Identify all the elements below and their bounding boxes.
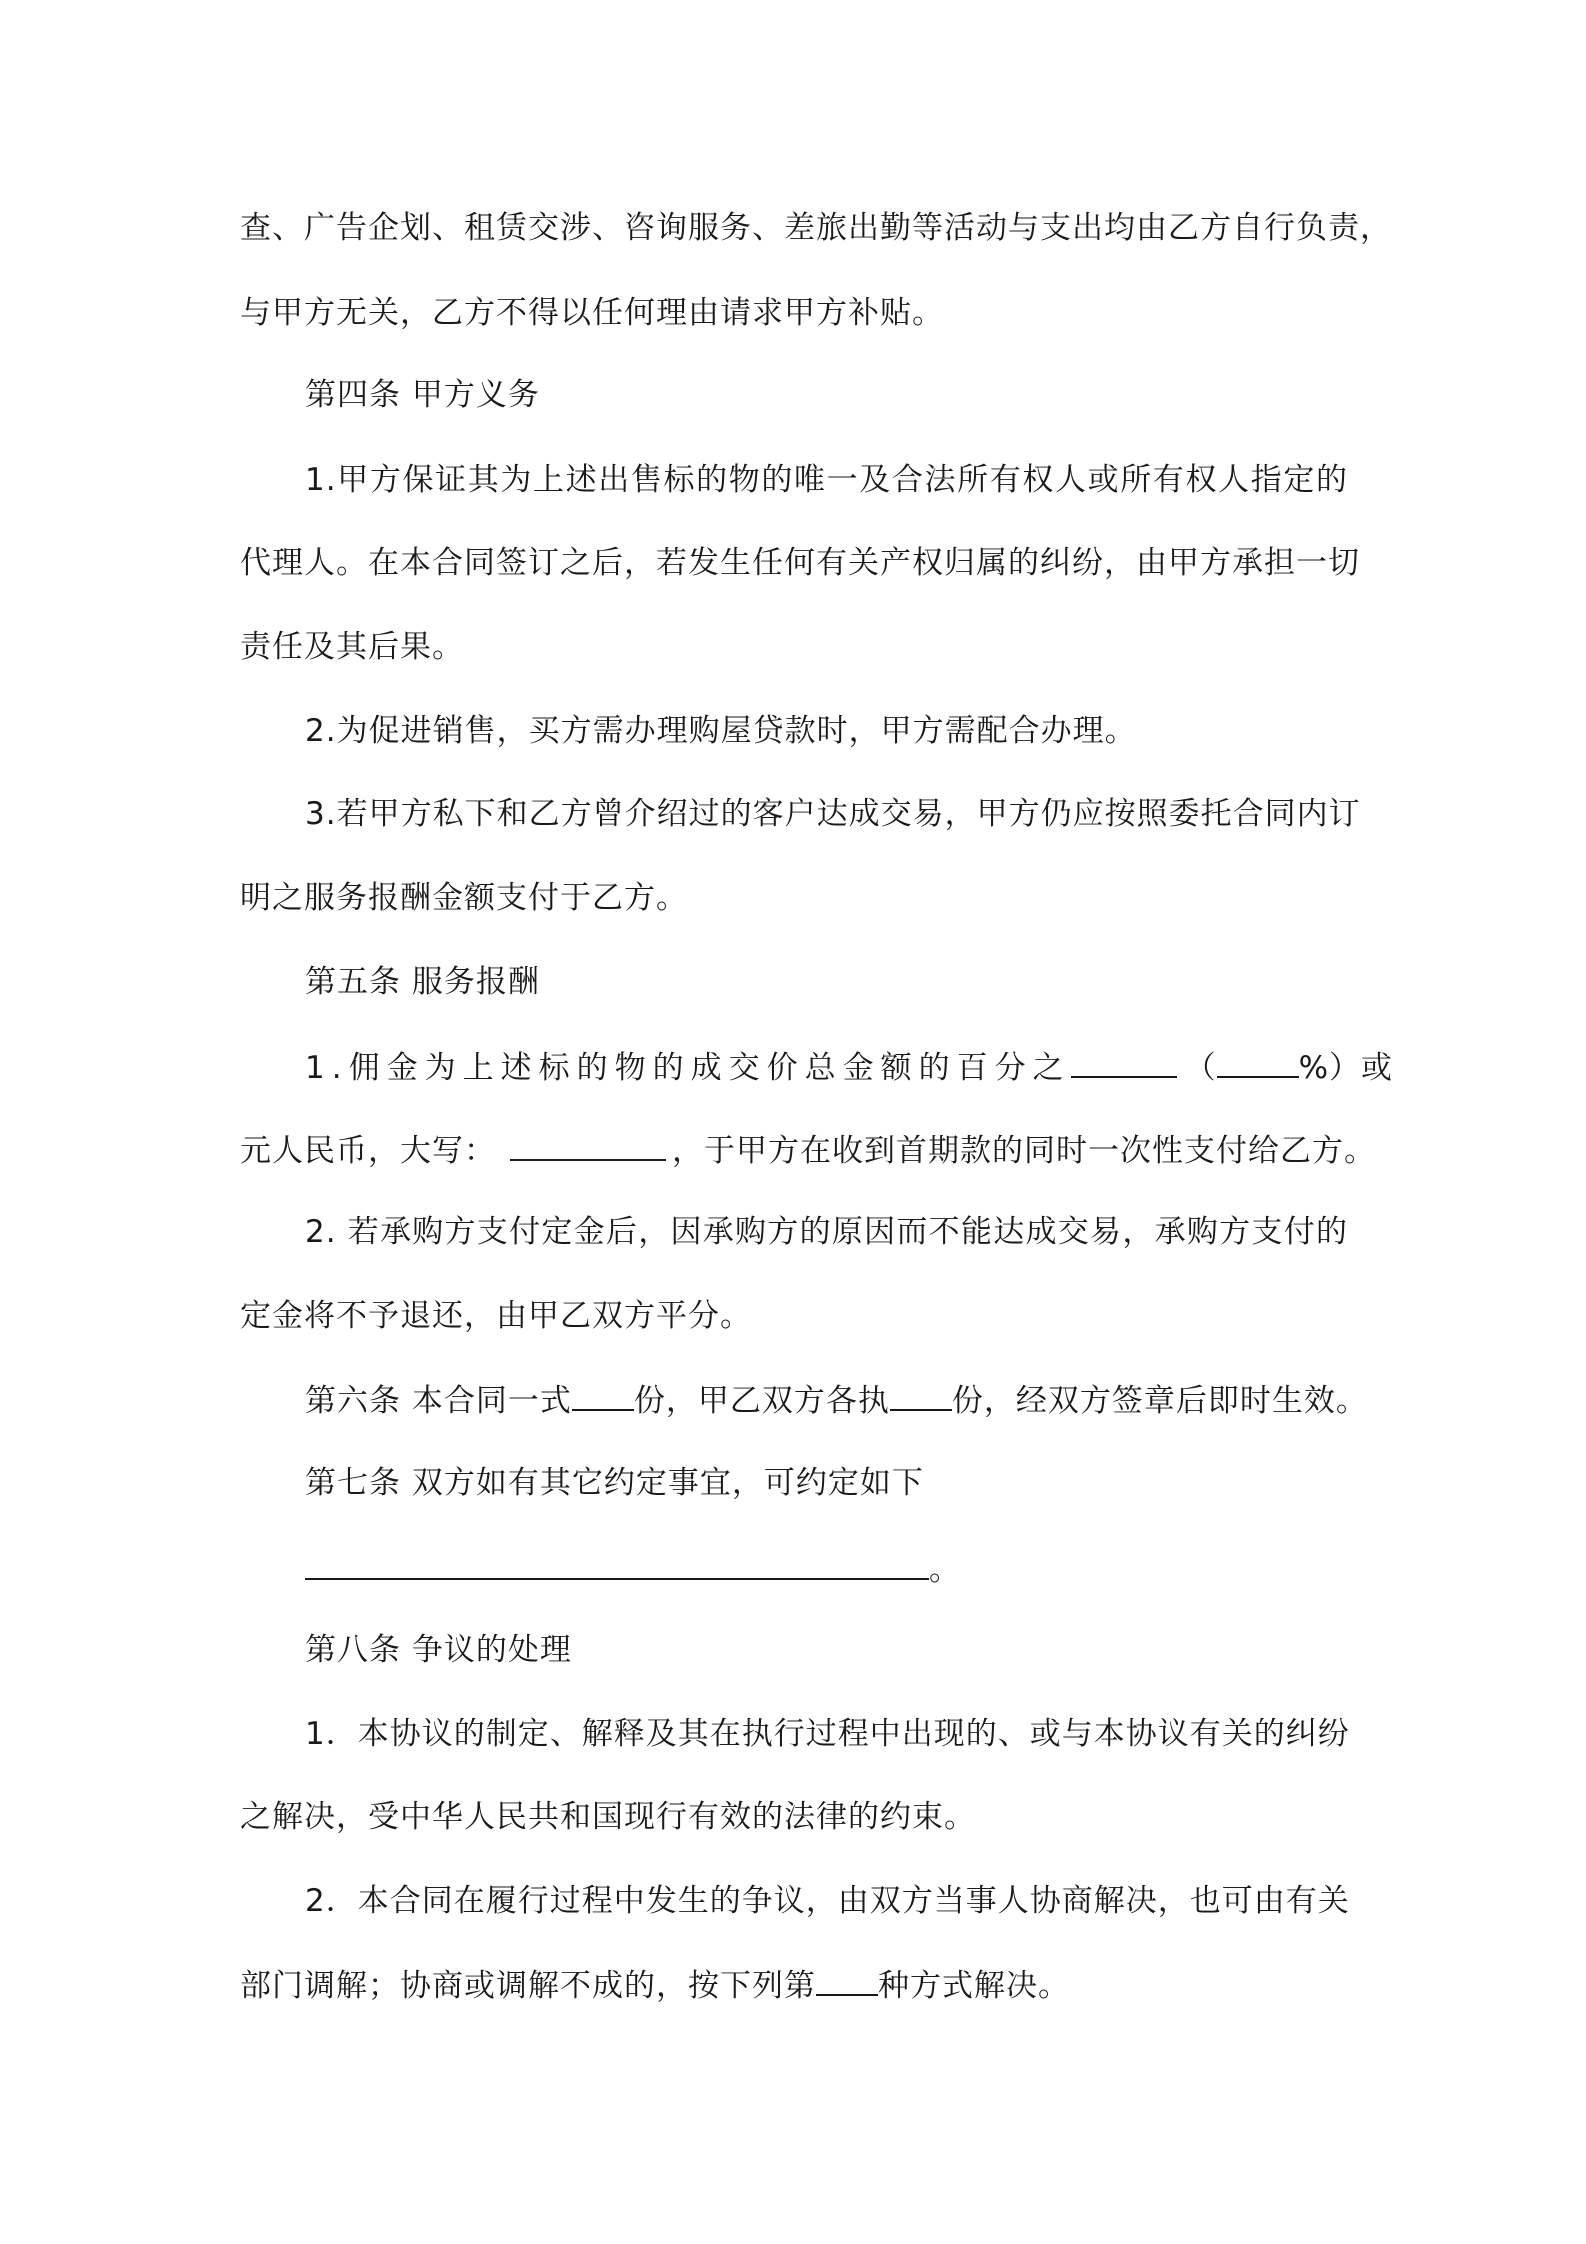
- paragraph-text: 种方式解决。: [878, 1968, 1070, 2004]
- paragraph-text: 第六条 本合同一式: [305, 1383, 572, 1419]
- paragraph-line: 1.甲方保证其为上述出售标的物的唯一及合法所有权人或所有权人指定的: [305, 462, 1348, 498]
- paragraph-line: 3.若甲方私下和乙方曾介绍过的客户达成交易，甲方仍应按照委托合同内订: [305, 796, 1361, 832]
- article-heading: 第五条 服务报酬: [305, 964, 540, 1000]
- paragraph-line: 2.为促进销售，买方需办理购屋贷款时，甲方需配合办理。: [305, 713, 1137, 749]
- paragraph-line: 与甲方无关，乙方不得以任何理由请求甲方补贴。: [240, 295, 944, 331]
- blank-field: [572, 1379, 634, 1411]
- paragraph-line: 代理人。在本合同签订之后，若发生任何有关产权归属的纠纷，由甲方承担一切: [240, 545, 1360, 581]
- paragraph-text: 。: [929, 1552, 961, 1588]
- paragraph-text: 份，经双方签章后即时生效。: [951, 1383, 1368, 1419]
- paragraph-text: 1.佣金为上述标的物的成交价总金额的百分之: [305, 1050, 1071, 1086]
- paragraph-line: 明之服务报酬金额支付于乙方。: [240, 880, 688, 916]
- paragraph-line: 之解决，受中华人民共和国现行有效的法律的约束。: [240, 1799, 976, 1835]
- paragraph-text: （: [1184, 1050, 1217, 1086]
- commission-amount-line: [240, 1129, 1376, 1171]
- paragraph-line: 1．本协议的制定、解释及其在执行过程中出现的、或与本协议有关的纠纷: [305, 1716, 1350, 1752]
- article-heading: 第四条 甲方义务: [305, 377, 540, 413]
- paragraph-line: 定金将不予退还，由甲乙双方平分。: [240, 1298, 752, 1334]
- dispute-method-line: [240, 1964, 1070, 2006]
- paragraph-line: 2．本合同在履行过程中发生的争议，由双方当事人协商解决，也可由有关: [305, 1883, 1350, 1919]
- paragraph-text: 份，甲乙双方各执: [633, 1383, 890, 1419]
- article-heading: 第八条 争议的处理: [305, 1632, 572, 1668]
- blank-field: [1217, 1046, 1299, 1078]
- blank-field: [890, 1379, 952, 1411]
- paragraph-line: 责任及其后果。: [240, 629, 464, 665]
- blank-field: [1071, 1046, 1177, 1078]
- paragraph-text: 部门调解；协商或调解不成的，按下列第: [240, 1968, 816, 2004]
- blank-field: [510, 1129, 666, 1161]
- blank-field: [816, 1964, 878, 1996]
- paragraph-line: 第七条 双方如有其它约定事宜，可约定如下: [305, 1465, 924, 1501]
- paragraph-line: 查、广告企划、租赁交涉、咨询服务、差旅出勤等活动与支出均由乙方自行负责，: [240, 210, 1392, 246]
- paragraph-text: %）或: [1298, 1050, 1394, 1086]
- blank-field: [305, 1548, 929, 1580]
- paragraph-line: 2. 若承购方支付定金后，因承购方的原因而不能达成交易，承购方支付的: [305, 1214, 1348, 1250]
- article-six-line: [305, 1379, 1368, 1421]
- paragraph-text: ，于甲方在收到首期款的同时一次性支付给乙方。: [672, 1133, 1376, 1169]
- commission-line: [305, 1046, 1393, 1088]
- article-seven-blank-line: [305, 1548, 961, 1590]
- paragraph-text: 元人民币，大写：: [240, 1133, 496, 1169]
